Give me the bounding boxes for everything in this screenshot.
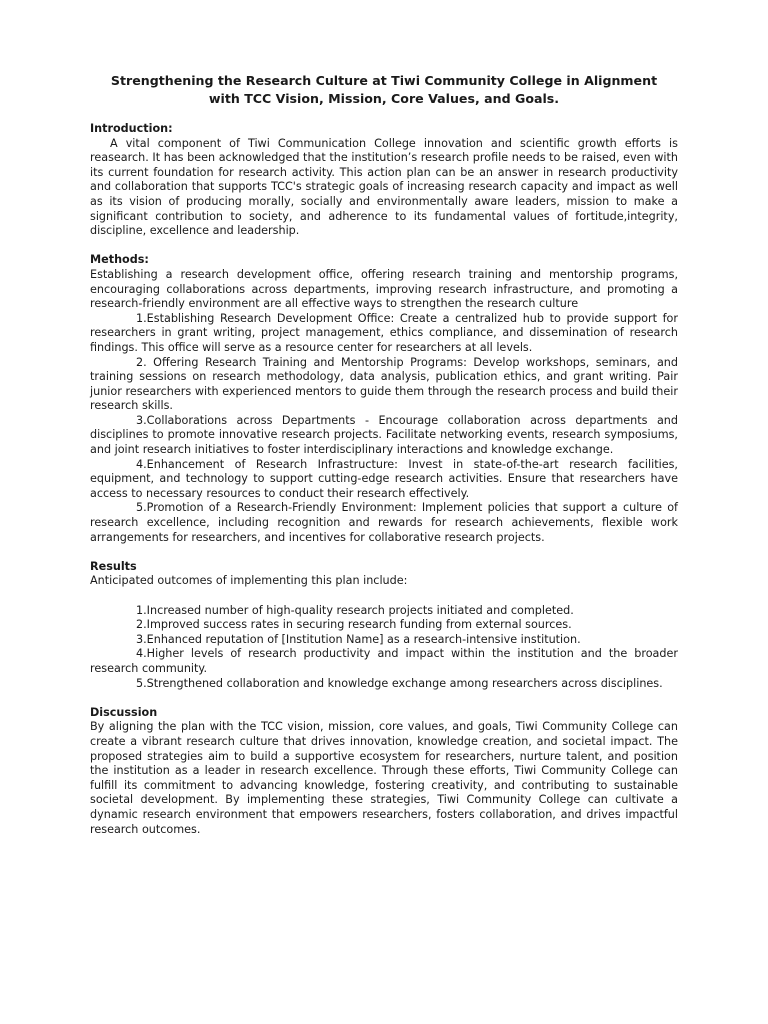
introduction-heading: Introduction: bbox=[90, 122, 173, 135]
results-section bbox=[90, 560, 678, 691]
document-title bbox=[90, 72, 678, 108]
document-page bbox=[90, 72, 678, 837]
results-item: 1.Increased number of high-quality research projects initiated and completed. bbox=[136, 603, 574, 617]
methods-intro-paragraph: Establishing a research development office, offering research training and mentorship programs, encouraging collaborations across departments, improving research infrastructure, and promoting a research-friendly environment are all effective ways to strengthen the research culture bbox=[90, 267, 678, 311]
results-intro-paragraph: Anticipated outcomes of implementing this plan include: bbox=[90, 574, 408, 588]
results-heading: Results bbox=[90, 559, 137, 573]
methods-item: 5.Promotion of a Research-Friendly Environment: Implement policies that support a culture of research excellence, including recognition and rewards for research achievements, flexible work arrangements for researchers, and incentives for collaborative research projects. bbox=[90, 501, 678, 544]
methods-heading: Methods: bbox=[90, 253, 149, 267]
methods-section bbox=[90, 253, 678, 545]
discussion-paragraph: By aligning the plan with the TCC vision, mission, core values, and goals, Tiwi Community College can create a vibrant research culture that drives innovation, knowledge creation, and societal impact. The proposed strategies aim to build a supportive ecosystem for researchers, nurture talent, and position the institution as a leader in research excellence. Through these efforts, Tiwi Community College can fulfill its commitment to advancing knowledge, fostering creativity, and contributing to sustainable societal development. By implementing these strategies, Tiwi Community College can cultivate a dynamic research environment that empowers researchers, fosters collaboration, and drives impactful research outcomes. bbox=[90, 720, 678, 836]
methods-item: 4.Enhancement of Research Infrastructure: Invest in state-of-the-art research facilities, equipment, and technology to support cutting-edge research activities. Ensure that researchers have access to necessary resources to conduct their research effectively. bbox=[90, 457, 678, 500]
title-line-2: with TCC Vision, Mission, Core Values, and Goals. bbox=[208, 91, 560, 106]
methods-item: 1.Establishing Research Development Office: Create a centralized hub to provide support for researchers in grant writing, project management, ethics compliance, and dissemination of research findings. This office will serve as a resource center for researchers at all levels. bbox=[90, 311, 678, 354]
methods-list bbox=[90, 312, 678, 546]
introduction-paragraph: A vital component of Tiwi Communication College innovation and scientific growth efforts is reasearch. It has been acknowledged that the institution’s research profile needs to be raised, even with its current foundation for research activity. This action plan can be an answer in research productivity and collaboration that supports TCC's strategic goals of increasing research capacity and impact as well as its vision of producing morally, socially and environmentally aware leaders, mission to make a significant contribution to society, and adherence to its fundamental values of fortitude,integrity, discipline, excellence and leadership. bbox=[90, 136, 678, 238]
discussion-section bbox=[90, 706, 678, 837]
results-item: 4.Higher levels of research productivity and impact within the institution and the broader research community. bbox=[90, 647, 678, 675]
methods-item: 2. Offering Research Training and Mentorship Programs: Develop workshops, seminars, and training sessions on research methodology, data analysis, publication ethics, and grant writing. Pair junior researchers with experienced mentors to guide them through the research process and build their research skills. bbox=[90, 355, 678, 413]
introduction-section bbox=[90, 122, 678, 239]
results-item: 5.Strengthened collaboration and knowledge exchange among researchers across disciplines. bbox=[136, 676, 663, 690]
title-line-1: Strengthening the Research Culture at Tiwi Community College in Alignment bbox=[110, 73, 658, 88]
results-item: 3.Enhanced reputation of [Institution Name] as a research-intensive institution. bbox=[136, 632, 581, 646]
methods-item: 3.Collaborations across Departments - Encourage collaboration across departments and disciplines to promote innovative research projects. Facilitate networking events, research symposiums, and joint research initiatives to foster interdisciplinary interactions and knowledge exchange. bbox=[90, 413, 678, 457]
results-list bbox=[90, 604, 678, 692]
discussion-heading: Discussion bbox=[90, 705, 158, 719]
results-item: 2.Improved success rates in securing research funding from external sources. bbox=[136, 618, 572, 632]
